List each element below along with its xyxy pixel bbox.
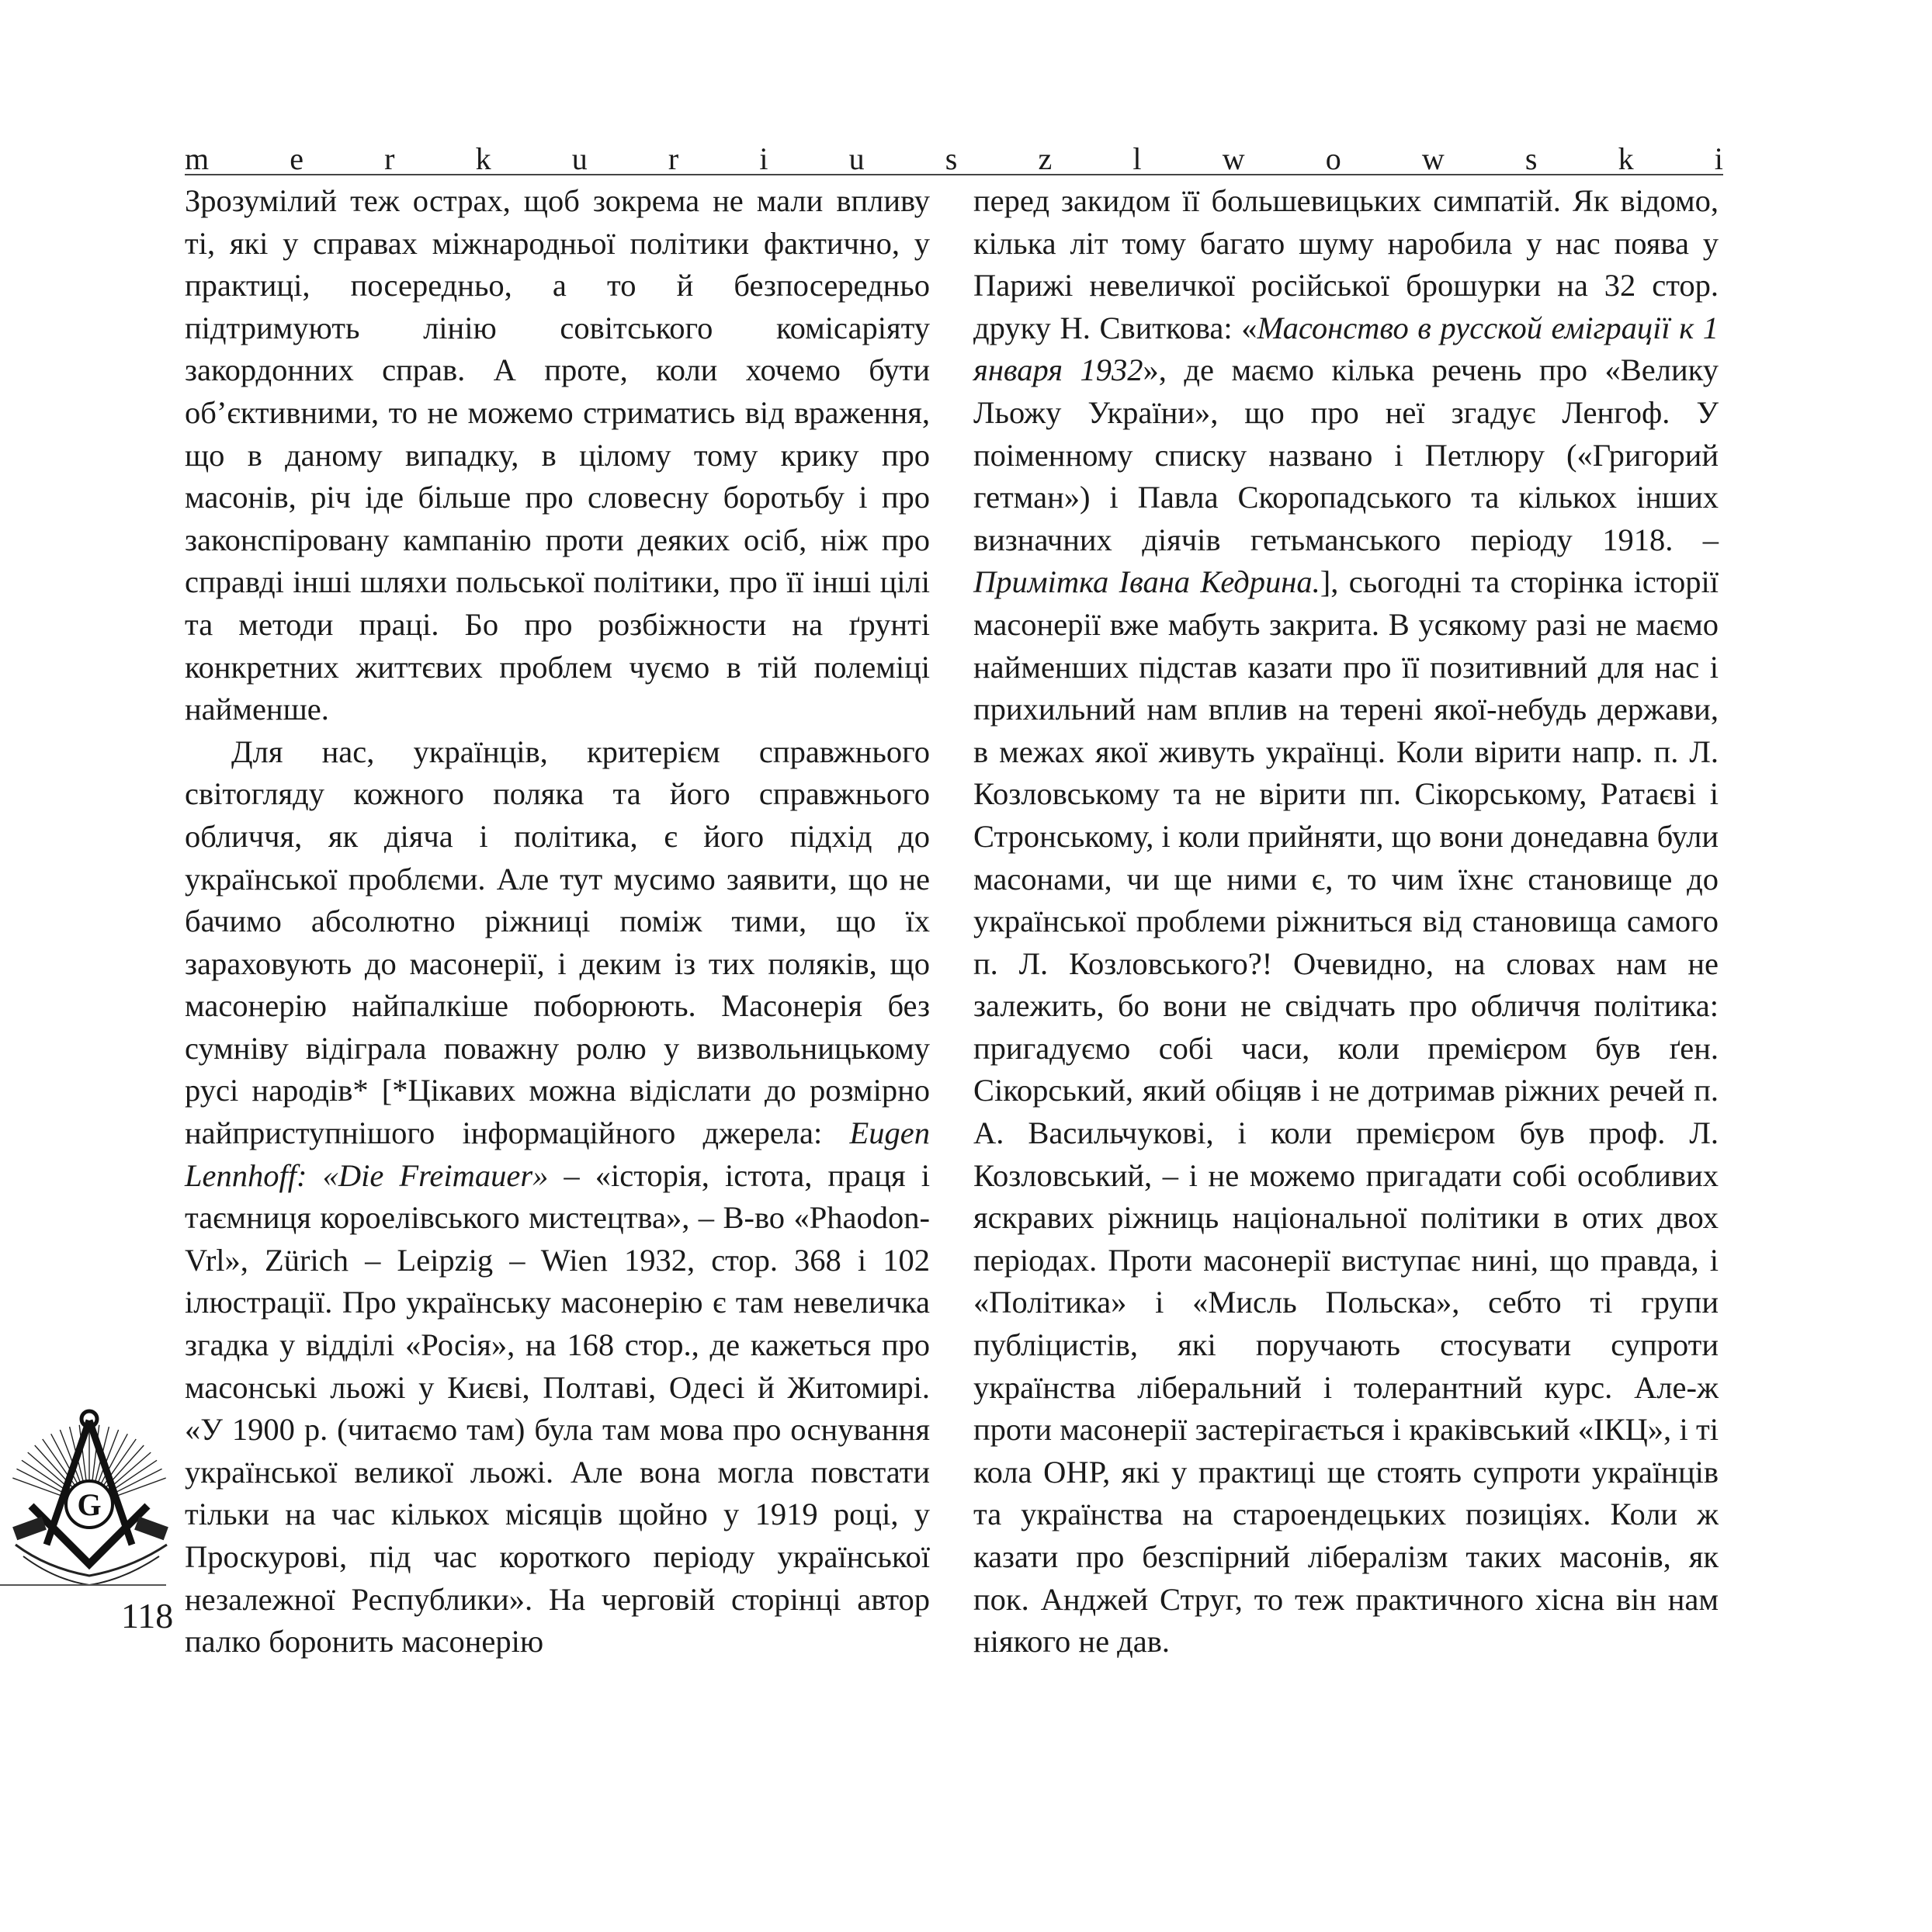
page-number: 118: [121, 1596, 174, 1635]
running-head-letter: s: [945, 141, 958, 176]
running-head-letter: r: [384, 141, 395, 176]
running-head-letter: m: [185, 141, 210, 176]
right-paragraph: [973, 180, 1719, 1663]
text-span: Для нас, українців, критерієм справжнього світогляду кожного поляка та його справжнього обличчя, як діяча і політика, є його підхід до української проблєми. Але тут мусимо заявити, що не бачимо абсолютно ріжниці поміж тими, що їх зараховують до масонерії, і деким із тих поляків, що масонерію найпалкіше поборюють. Масонерія без сумніву відіграла поважну ролю у визвольницькому русі народів* [*Цікавих можна відіслати до розмірно найприступнішого інформаційного джерела:: [185, 734, 930, 1151]
italic-title: Масонство в русской еміграції к 1 января 1932: [973, 310, 1719, 388]
running-head-letter: u: [571, 141, 588, 176]
running-head: [185, 130, 1723, 177]
running-head-letter: w: [1222, 141, 1245, 176]
running-head-letter: w: [1421, 141, 1445, 176]
running-head-letter: s: [1524, 141, 1538, 176]
text-span: ], сьогодні та сторінка історії масонерії вже мабуть закрита. В усякому разі не маємо найменших підстав казати про її позитивний для нас і прихильний нам вплив на терені якої-небудь держави, в межах якої живуть українці. Коли вірити напр. п. Л. Козловському та не вірити пп. Сікорському, Ратаєві і Стронському, і коли прийняти, що вони донедавна були масонами, чи ще ними є, то чим їхнє становище до української проблеми ріжниться від становища самого п. Л. Козловського?! Очевидно, на словах нам не залежить, бо вони не свідчать про обличчя політика: пригадуємо собі часи, коли премієром був ґен. Сікорський, який обіцяв і не дотримав ріжних речей п. А. Васильчукові, і коли премієром був проф. Л. Козловський, – і не можемо пригадати собі особливих яскравих ріжниць національної політики в отих двох періодах. Проти масонерії виступає нині, що правда, і «Політика» і «Мисль Польска», себто ті групи публіцистів, які поручають стосувати супроти українства ліберальний і толерантний курс. Але-ж проти масонерії застерігається і краківський «ІКЦ», і ті кола ОНР, які у практиці ще стоять супроти українців та українства на староендецьких позиціях. Коли ж казати про безспірний лібералізм таких масонів, як пок. Анджей Струг, то теж практичного хісна він нам ніякого не дав.: [973, 564, 1719, 1660]
running-head-letter: e: [290, 141, 304, 176]
text-span: », де маємо кілька речень про «Велику Льожу України», що про неї згадує Ленгоф. У поіменному списку названо і Петлюру («Григорий гетман») і Павла Скоропадського та кількох інших визначних діячів гетьманського періоду 1918. –: [973, 352, 1719, 557]
running-head-letter: l: [1132, 141, 1142, 176]
left-paragraph-2: [185, 731, 930, 1663]
footer-rule: [0, 1584, 166, 1586]
running-head-letter: i: [759, 141, 768, 176]
running-head-letter: u: [848, 141, 865, 176]
text-span: перед закидом її большевицьких симпатій. Як відомо, кілька літ тому багато шуму наробила у нас поява у Парижі невеличкої російської брошурки на 32 стор. друку Н. Свиткова: «: [973, 183, 1719, 345]
running-head-letter: z: [1038, 141, 1053, 176]
header-rule: [185, 174, 1723, 175]
italic-note: Примітка Івана Кедрина.: [973, 564, 1320, 600]
italic-citation: Eugen Lennhoff: «Die Freimauer»: [185, 1115, 930, 1193]
text-span: – «історія, істота, праця і таємниця короелівського мистецтва», – В-во «Phaodon-Vrl», Zürich – Leipzig – Wien 1932, стор. 368 і 102 ілюстрації. Про українську масонерію є там невеличка згадка у відділі «Росія», на 168 стор., де кажеться про масонські льожі у Києві, Полтаві, Одесі й Житомирі. «У 1900 р. (читаємо там) була там мова про оснування української великої льожі. Але вона могла повстати тільки на час кількох місяців щойно у 1919 році, у Проскурові, під час короткого періоду української незалежної Республики». На черговій сторінці автор палко боронить масонерію: [185, 1157, 930, 1660]
running-head-letter: k: [475, 141, 491, 176]
masonic-emblem-icon: [0, 1389, 182, 1599]
left-paragraph-1: Зрозумілий теж острах, щоб зокрема не мали впливу ті, які у справах міжнародньої політики фактично, у практиці, посередньо, а то й безпосередньо підтримують лінію совітського комісаріяту закордонних справ. А проте, коли хочемо бути об’єктивними, то не можемо стриматись від враження, що в даному випадку, в цілому тому крику про масонів, річ іде більше про словесну боротьбу і про законспіровану кампанію проти деяких осіб, ніж про справді інші шляхи польської політики, про її інші цілі та методи праці. Бо про розбіжности на ґрунті конкретних життєвих проблем чуємо в тій полеміці найменше.: [185, 183, 930, 727]
running-head-letter: i: [1714, 141, 1723, 176]
emblem-letter: G: [77, 1487, 102, 1522]
left-column: [185, 180, 930, 1663]
running-head-letter: r: [668, 141, 679, 176]
running-head-letter: k: [1618, 141, 1634, 176]
running-head-letter: o: [1325, 141, 1341, 176]
right-column: [973, 180, 1719, 1663]
